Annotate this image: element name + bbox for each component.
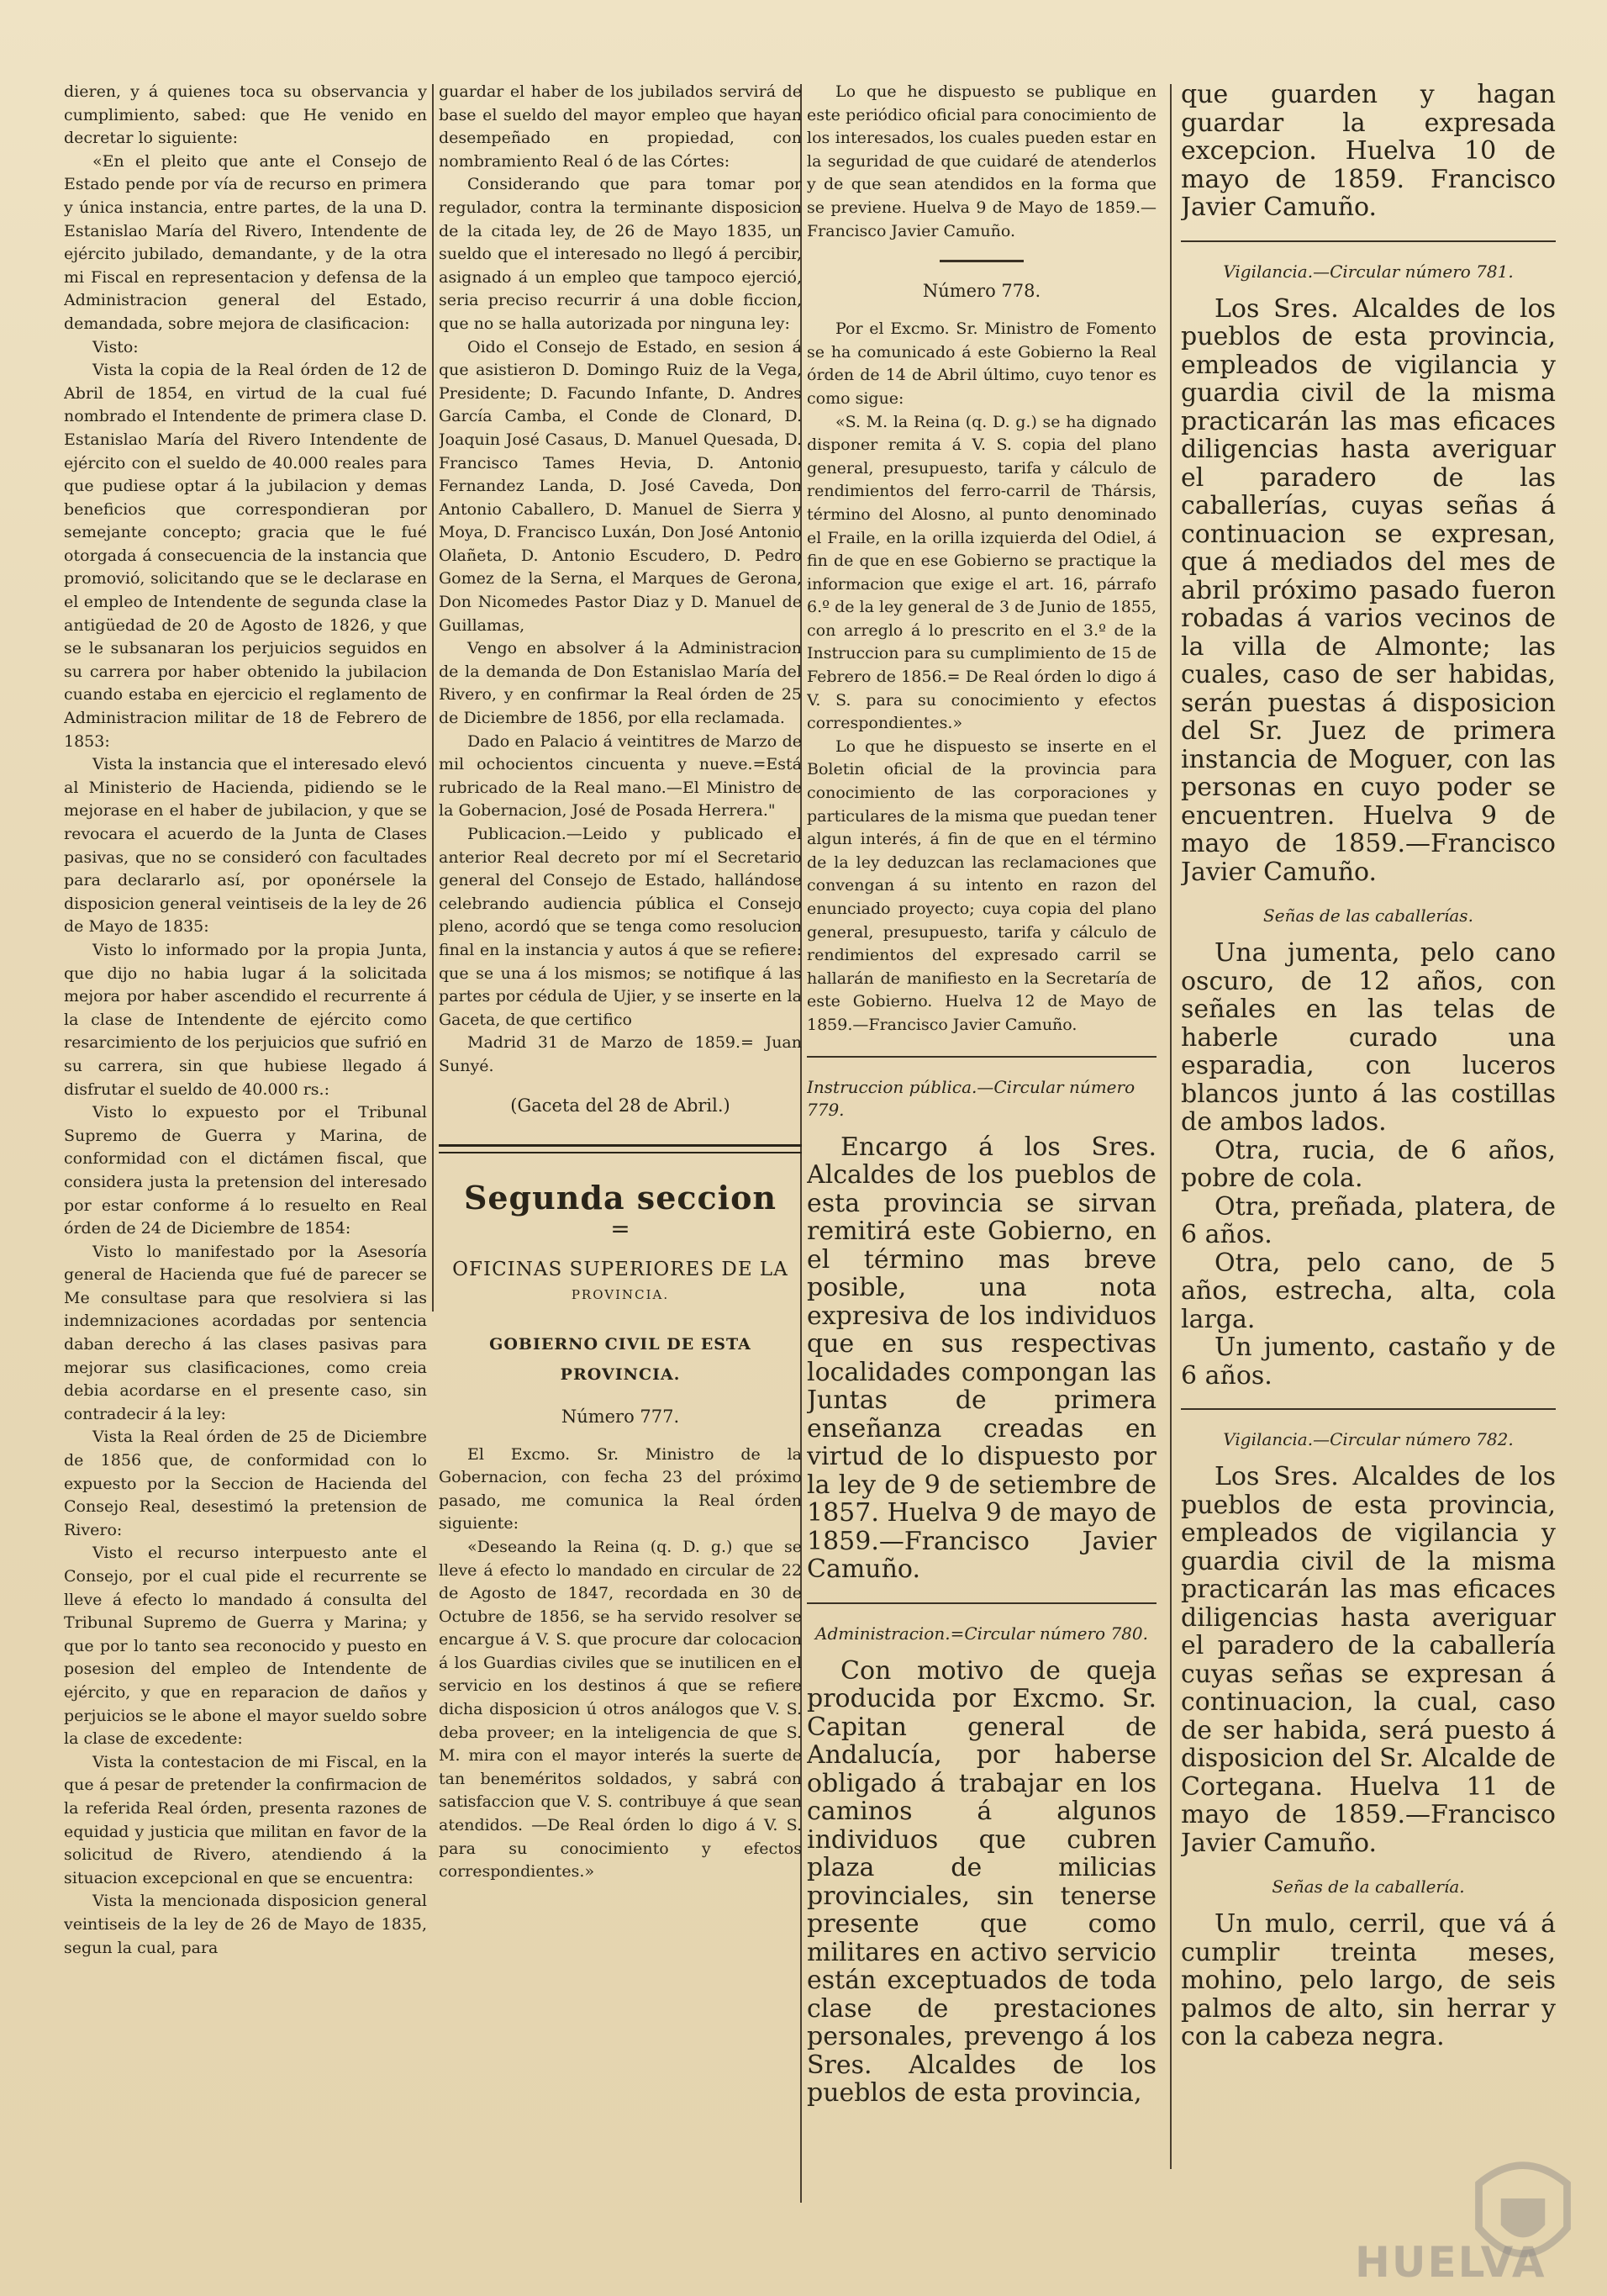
- paragraph: «S. M. la Reina (q. D. g.) se ha dignado disponer remita á V. S. copia del plano general, presupuesto, tarifa y cálculo de rendimientos del ferro-carril de Thársis, término del Alosno, al punto denominado el Fraile, en la orilla izquierda del Odiel, á fin de que en ese Gobierno se practique la informacion que exige el art. 16, párrafo 6.º de la ley general de 3 de Junio de 1855, con arreglo á lo prescrito en el 3.º de la Instruccion para su cumplimiento de 15 de Febrero de 1856.= De Real órden lo digo á V. S. para su conocimiento y efectos correspondientes.»: [807, 412, 1157, 733]
- circular-779-heading: Instruccion pública.—Circular número 779.: [807, 1076, 1135, 1120]
- paragraph: Vista la instancia que el interesado elevó al Ministerio de Hacienda, pidiendo se le mejorase en el haber de jubilacion, y que se revocara el acuerdo de la Junta de Clases pasivas, que no se consideró con facultades para declararlo así, por oponérsele la disposicion general veintiseis de la ley de 26 de Mayo de 1835:: [64, 755, 427, 937]
- column-4: [1181, 81, 1556, 2267]
- divider: [807, 1602, 1157, 1604]
- paragraph: El Excmo. Sr. Ministro de la Gobernacion, con fecha 23 del próximo pasado, me comunica la Real órden siguiente:: [439, 1444, 802, 1533]
- paragraph: Visto lo expuesto por el Tribunal Supremo de Guerra y Marina, de conformidad con el dictámen fiscal, que considera justa la pretension del interesado por estar conforme á lo resuelto en Real órden de 24 de Diciembre de 1854:: [64, 1103, 427, 1238]
- paragraph: Visto lo informado por la propia Junta, que dijo no habia lugar á la solicitada mejora por haber ascendido el recurrente á la clase de Intendente de ejército como resarcimiento de los perjuicios que sufrió en su carrera, sin que hubiese llegado á disfrutar el sueldo de 40.000 rs.:: [64, 940, 427, 1099]
- paragraph: Los Sres. Alcaldes de los pueblos de esta provincia, empleados de vigilancia y guardia civil de la misma practicarán las mas eficaces diligencias hasta averiguar el paradero de la caballería cuyas señas se expresan á continuacion, la cual, caso de ser habida, será puesto á disposicion del Sr. Alcalde de Cortegana. Huelva 11 de mayo de 1859.—Francisco Javier Camuño.: [1181, 1462, 1556, 1858]
- description-item: Una jumenta, pelo cano oscuro, de 12 años, con señales en las telas de haberle curado una esparadia, con luceros blancos junto á las costillas de ambos lados.: [1181, 938, 1556, 1137]
- column-3: [807, 81, 1157, 2267]
- watermark-text: HUELVA: [1355, 2238, 1546, 2287]
- paragraph: Publicacion.—Leido y publicado el anterior Real decreto por mí el Secretario general del Consejo de Estado, hallándose celebrando audiencia pública el Consejo pleno, acordó que se tenga como resolucion final en la instancia y autos á que se refiere: que se una á los mismos; se notifique á las partes por cédula de Ujier, y se inserte en la Gaceta, de que certifico: [439, 825, 802, 1029]
- numero-778: Número 778.: [922, 281, 1041, 302]
- circular-780-heading: Administracion.=Circular número 780.: [815, 1623, 1148, 1644]
- divider: [807, 1056, 1157, 1058]
- provincia-heading: PROVINCIA.: [571, 1286, 670, 1302]
- paragraph: «Deseando la Reina (q. D. g.) que se lleve á efecto lo mandado en circular de 22 de Agosto de 1847, recordada en 30 de Octubre de 1856, se ha servido resolver se encargue á V. S. que procure dar colocacion á los Guardias civiles que se inutilicen en el servicio en los destinos á que se refiere dicha disposicion ú otros análogos que V. S. deba proveer; en la inteligencia de que S. M. mira con el mayor interés la suerte de tan beneméritos soldados, y sabrá con satisfaccion que V. S. contribuye á que sean atendidos. —De Real órden lo digo á V. S. para su conocimiento y efectos correspondientes.»: [439, 1537, 802, 1882]
- paragraph: Por el Excmo. Sr. Ministro de Fomento se ha comunicado á este Gobierno la Real órden de 14 de Abril último, cuyo tenor es como sigue:: [807, 319, 1157, 408]
- paragraph: Visto:: [92, 337, 139, 356]
- paragraph: Visto lo manifestado por la Asesoría general de Hacienda que fué de parecer se Me consultase para que resolviera si las indemnizaciones acordadas por sentencia daban derecho á las clases pasivas para mejorar sus clasificaciones, como creia debia acordarse en el presente caso, sin contradecir á la ley:: [64, 1242, 427, 1423]
- paragraph: Lo que he dispuesto se inserte en el Boletin oficial de la provincia para conocimiento de las corporaciones y particulares de la misma que puedan tener algun interés, á fin de que en el término de la ley deduzcan las reclamaciones que convengan á su intento en razon del enunciado proyecto; cuya copia del plano general, presupuesto, tarifa y cálculo de rendimientos del expresado carril se hallarán de manifiesto en la Secretaría de este Gobierno. Huelva 12 de Mayo de 1859.—Francisco Javier Camuño.: [807, 736, 1157, 1034]
- paragraph: Visto el recurso interpuesto ante el Consejo, por el cual pide el recurrente se lleve á efecto lo mandado á consulta del Tribunal Supremo de Guerra y Marina; y que por lo tanto sea reconocido y puesto en posesion del empleo de Intendente de ejército, y que en reparacion de daños y perjuicios se le abone el mayor sueldo sobre la clase de excedente:: [64, 1544, 427, 1749]
- paragraph: Vista la Real órden de 25 de Diciembre de 1856 que, de conformidad con lo expuesto por la Seccion de Hacienda del Consejo Real, desestimó la pretension de Rivero:: [64, 1428, 427, 1539]
- description-item: Otra, rucia, de 6 años, pobre de cola.: [1181, 1135, 1556, 1193]
- paragraph: Con motivo de queja producida por Excmo. Sr. Capitan general de Andalucía, por haberse obligado á trabajar en los caminos á algunos individuos que cubren plaza de milicias provinciales, sin tenerse presente que como militares en activo servicio están exceptuados de toda clase de prestaciones personales, prevengo á los Sres. Alcaldes de los pueblos de esta provincia,: [807, 1655, 1157, 2109]
- senas-heading: Señas de las caballerías.: [1263, 905, 1473, 926]
- paragraph: Encargo á los Sres. Alcaldes de los pueblos de esta provincia se sirvan remitirá este Gobierno, en el término mas breve posible, una nota expresiva de los individuos que en sus respectivas localidades compongan las Juntas de primera enseñanza creadas en virtud de lo dispuesto por la ley de 9 de setiembre de 1857. Huelva 9 de mayo de 1859.—Francisco Javier Camuño.: [807, 1132, 1157, 1585]
- paragraph: que guarden y hagan guardar la expresada excepcion. Huelva 10 de mayo de 1859. Francisco Javier Camuño.: [1181, 81, 1556, 222]
- paragraph: Dado en Palacio á veintitres de Marzo de mil ochocientos cincuenta y nueve.=Está rubricado de la Real mano.—El Ministro de la Gobernacion, José de Posada Herrera.": [439, 731, 802, 821]
- section-ornament: =: [610, 1214, 630, 1243]
- paragraph: Los Sres. Alcaldes de los pueblos de esta provincia, empleados de vigilancia y guardia civil de la misma practicarán las mas eficaces diligencias hasta averiguar el paradero de las caballerías, cuyas señas á continuacion se expresan, que á mediados del mes de abril próximo pasado fueron robadas á varios vecinos de la villa de Almonte; las cuales, caso de ser habidas, serán puestas á disposicion del Sr. Juez de primera instancia de Moguer, con las personas en cuyo poder se encuentren. Huelva 9 de mayo de 1859.—Francisco Javier Camuño.: [1181, 293, 1556, 887]
- paragraph: Lo que he dispuesto se publique en este periódico oficial para conocimiento de los interesados, los cuales pueden estar en la seguridad de que cuidaré de atenderlos y de que sean atendidos en la forma que se previene. Huelva 9 de Mayo de 1859.—Francisco Javier Camuño.: [807, 82, 1157, 240]
- description-item: Otra, pelo cano, de 5 años, estrecha, alta, cola larga.: [1181, 1248, 1556, 1334]
- description-item: Otra, preñada, platera, de 6 años.: [1181, 1191, 1556, 1249]
- signature-line: Madrid 31 de Marzo de 1859.= Juan Sunyé.: [439, 1033, 802, 1075]
- circular-781-heading: Vigilancia.—Circular número 781.: [1223, 261, 1514, 282]
- sena-heading: Señas de la caballería.: [1272, 1876, 1465, 1897]
- short-divider: [940, 260, 1024, 262]
- gobierno-heading: GOBIERNO CIVIL DE ESTA PROVINCIA.: [489, 1334, 751, 1384]
- divider: [1181, 240, 1556, 242]
- gaceta-note: (Gaceta del 28 de Abril.): [510, 1095, 730, 1116]
- column-2: [439, 81, 802, 2267]
- paragraph: Vengo en absolver á la Administracion de la demanda de Don Estanislao María del Rivero, y en confirmar la Real órden de 25 de Diciembre de 1856, por ella reclamada.: [439, 639, 802, 728]
- circular-782-heading: Vigilancia.—Circular número 782.: [1223, 1429, 1514, 1449]
- description-item: Un jumento, castaño y de 6 años.: [1181, 1333, 1556, 1391]
- paragraph: Vista la contestacion de mi Fiscal, en la que á pesar de pretender la confirmacion de la referida Real órden, presenta razones de equidad y justicia que militan en favor de la solicitud de Rivero, atendiendo á la situacion excepcional en que se encuentra:: [64, 1752, 427, 1887]
- paragraph: Vista la mencionada disposicion general veintiseis de la ley de 26 de Mayo de 1835, segun la cual, para: [64, 1892, 427, 1957]
- column-rule: [432, 84, 434, 1312]
- divider: [1181, 1408, 1556, 1410]
- section-divider: [439, 1144, 802, 1153]
- section-title: Segunda seccion: [463, 1178, 777, 1217]
- column-rule: [1170, 84, 1172, 2169]
- numero-777: Número 777.: [561, 1406, 680, 1427]
- paragraph: guardar el haber de los jubilados servirá de base el sueldo del mayor empleo que hayan desempeñado en propiedad, con nombramiento Real ó de las Córtes:: [439, 82, 802, 171]
- column-1: [64, 81, 427, 2267]
- description-item: Un mulo, cerril, que vá á cumplir treinta meses, mohino, pelo largo, de seis palmos de alto, sin herrar y con la cabeza negra.: [1181, 1909, 1556, 2051]
- paragraph: Oido el Consejo de Estado, en sesion á que asistieron D. Domingo Ruiz de la Vega, Presidente; D. Facundo Infante, D. Andres García Camba, el Conde de Clonard, D. Joaquin José Casaus, D. Manuel Quesada, D. Francisco Tames Hevia, D. Antonio Fernandez Landa, D. José Caveda, Don Antonio Caballero, D. Manuel de Sierra y Moya, D. Francisco Luxán, Don José Antonio Olañeta, D. Antonio Escudero, D. Pedro Gomez de la Serna, el Marques de Gerona, Don Nicomedes Pastor Diaz y D. Manuel de Guillamas,: [439, 337, 802, 635]
- oficinas-heading: OFICINAS SUPERIORES DE LA: [452, 1258, 788, 1280]
- paragraph: «En el pleito que ante el Consejo de Estado pende por vía de recurso en primera y única instancia, entre partes, de la una D. Estanislao María del Rivero, Intendente de ejército jubilado, demandante, y de la otra mi Fiscal en representacion y defensa de la Administracion general del Estado, demandada, sobre mejora de clasificacion:: [64, 151, 427, 333]
- paragraph: Vista la copia de la Real órden de 12 de Abril de 1854, en virtud de la cual fué nombrado el Intendente de primera clase D. Estanislao María del Rivero Intendente de ejército con el sueldo de 40.000 reales para que pudiese optar á la jubilacion y demas beneficios que correspondieran por semejante concepto; gracia que le fué otorgada á consecuencia de la instancia que promovió, solicitando que se le declarase en el empleo de Intendente de segunda clase la antigüedad de 20 de Agosto de 1826, y que se le subsanaran los perjuicios seguidos en su carrera por haber obtenido la jubilacion cuando estaba en ejercicio el reglamento de Administracion militar de 18 de Febrero de 1853:: [64, 361, 427, 751]
- paragraph: dieren, y á quienes toca su observancia y cumplimiento, sabed: que He venido en decretar lo siguiente:: [64, 82, 427, 148]
- paragraph: Considerando que para tomar por regulador, contra la terminante disposicion de la citada ley, de 26 de Mayo 1835, un sueldo que el interesado no llegó á percibir, asignado á un empleo que tampoco ejerció, seria preciso recurrir á una doble ficcion, que no se halla autorizada por ninguna ley:: [439, 175, 802, 333]
